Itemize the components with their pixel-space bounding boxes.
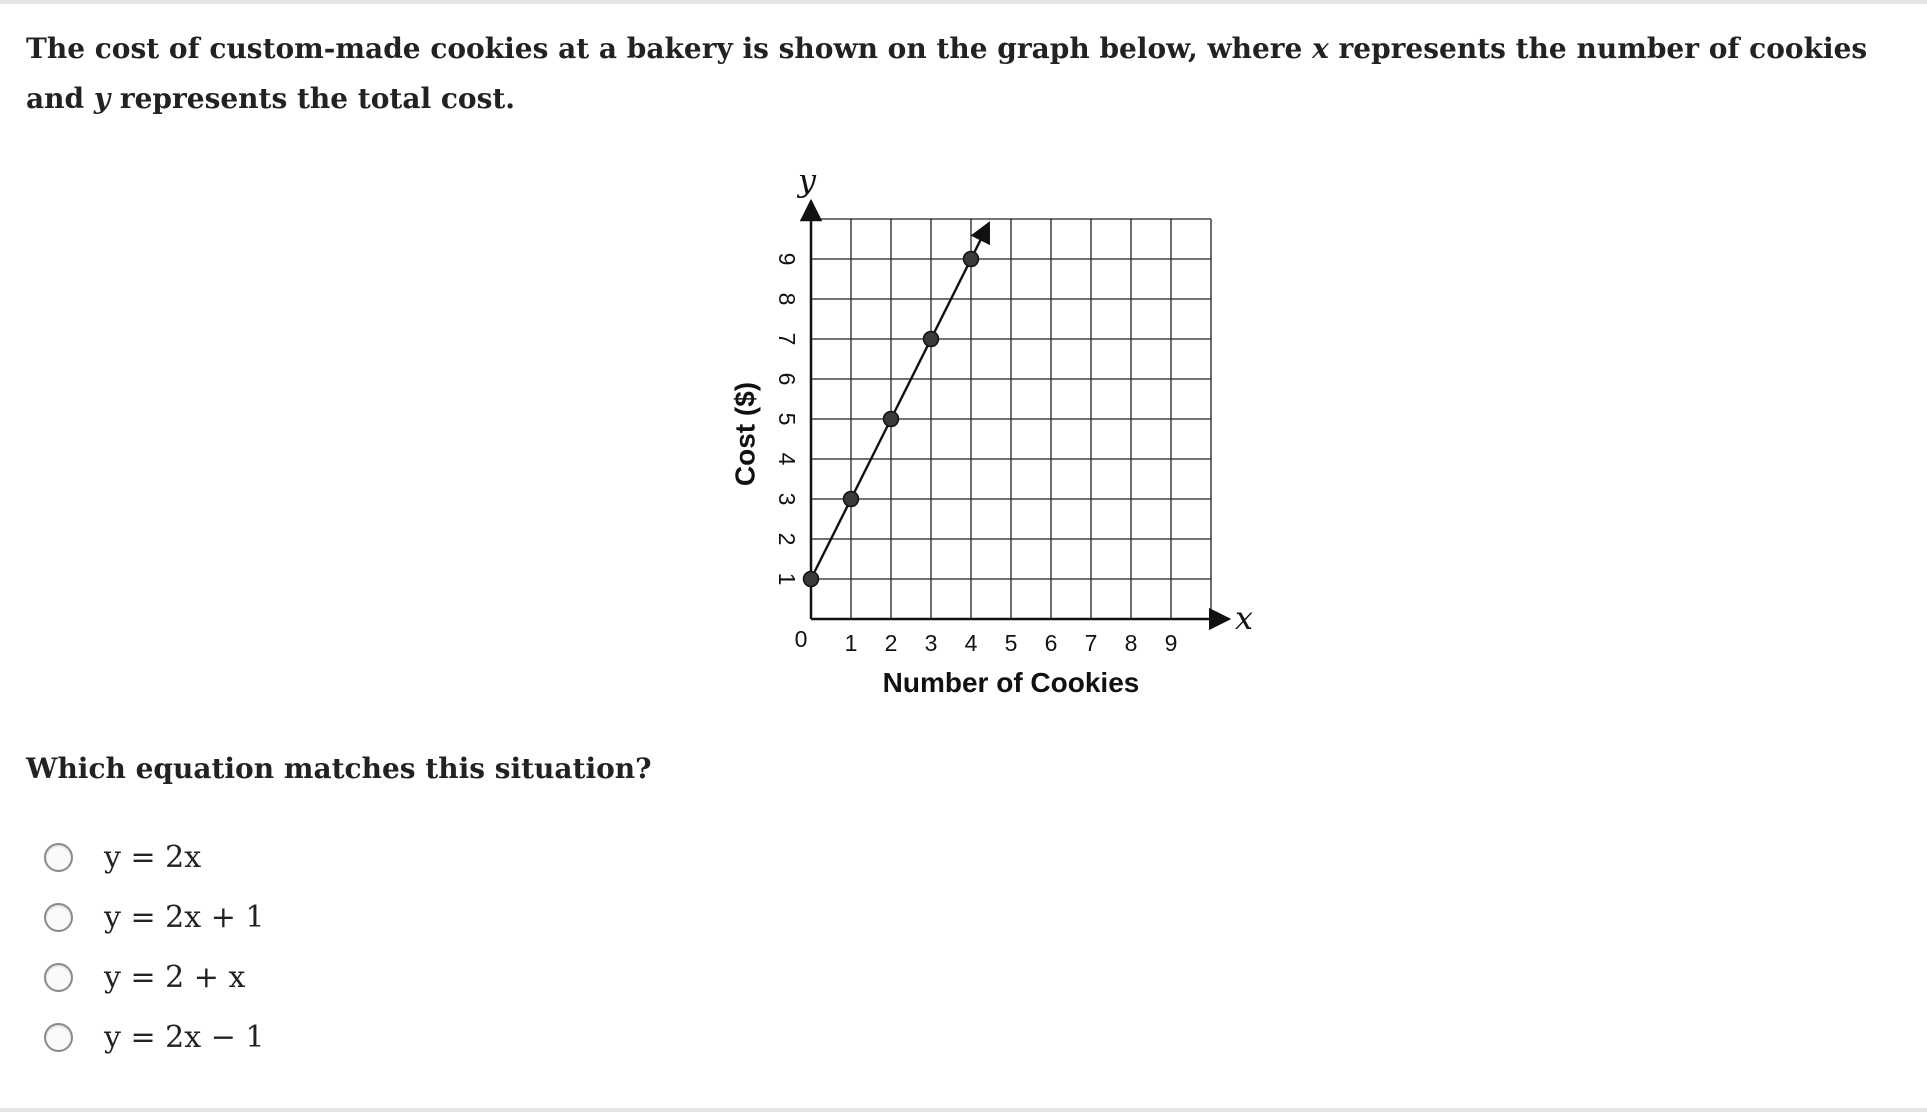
choice-label: y = 2x − 1 [104, 1019, 265, 1055]
choice-b[interactable] [44, 887, 264, 947]
origin-label: 0 [794, 626, 808, 652]
bottom-divider [0, 1108, 1927, 1112]
y-tick-label: 8 [774, 292, 800, 306]
y-tick-label: 9 [774, 252, 800, 266]
question-prompt: Which equation matches this situation? [26, 752, 652, 785]
x-tick-label: 2 [884, 630, 898, 656]
x-tick-label: 4 [964, 630, 978, 656]
choice-label: y = 2x [104, 839, 202, 875]
data-point [884, 412, 899, 427]
x-tick-label: 8 [1124, 630, 1138, 656]
data-point [804, 572, 819, 587]
choice-label: y = 2 + x [104, 959, 246, 995]
y-tick-label: 1 [774, 572, 800, 586]
radio-button[interactable] [44, 843, 73, 872]
y-tick-label: 5 [774, 412, 800, 426]
radio-button[interactable] [44, 903, 73, 932]
radio-button[interactable] [44, 963, 73, 992]
cost-graph [715, 175, 1255, 720]
y-tick-label: 7 [774, 332, 800, 346]
top-divider [0, 0, 1927, 4]
chart-svg [715, 175, 1255, 720]
y-tick-label: 4 [774, 452, 800, 466]
choice-d[interactable] [44, 1007, 264, 1067]
answer-choices [44, 827, 264, 1067]
series-line [811, 223, 989, 579]
var-x: x [1312, 32, 1329, 65]
choice-a[interactable] [44, 827, 264, 887]
choice-label: y = 2x + 1 [104, 899, 265, 935]
radio-button[interactable] [44, 1023, 73, 1052]
y-axis-title: Cost ($) [729, 381, 761, 487]
x-tick-label: 5 [1004, 630, 1018, 656]
data-point [964, 252, 979, 267]
var-y: y [93, 82, 111, 115]
x-tick-label: 3 [924, 630, 938, 656]
x-axis-symbol: x [1235, 599, 1254, 637]
y-tick-label: 2 [774, 532, 800, 546]
x-tick-label: 9 [1164, 630, 1178, 656]
x-tick-label: 6 [1044, 630, 1058, 656]
y-axis-symbol: y [797, 175, 817, 199]
x-tick-label: 1 [844, 630, 858, 656]
x-axis-title: Number of Cookies [882, 667, 1140, 698]
data-point [844, 492, 859, 507]
choice-c[interactable] [44, 947, 264, 1007]
y-tick-label: 3 [774, 492, 800, 506]
question-stem: The cost of custom-made cookies at a bakery is shown on the graph below, where x represents the number of cookies and y represents the total cost. [26, 32, 1868, 115]
y-tick-label: 6 [774, 372, 800, 386]
x-tick-label: 7 [1084, 630, 1098, 656]
data-point [924, 332, 939, 347]
